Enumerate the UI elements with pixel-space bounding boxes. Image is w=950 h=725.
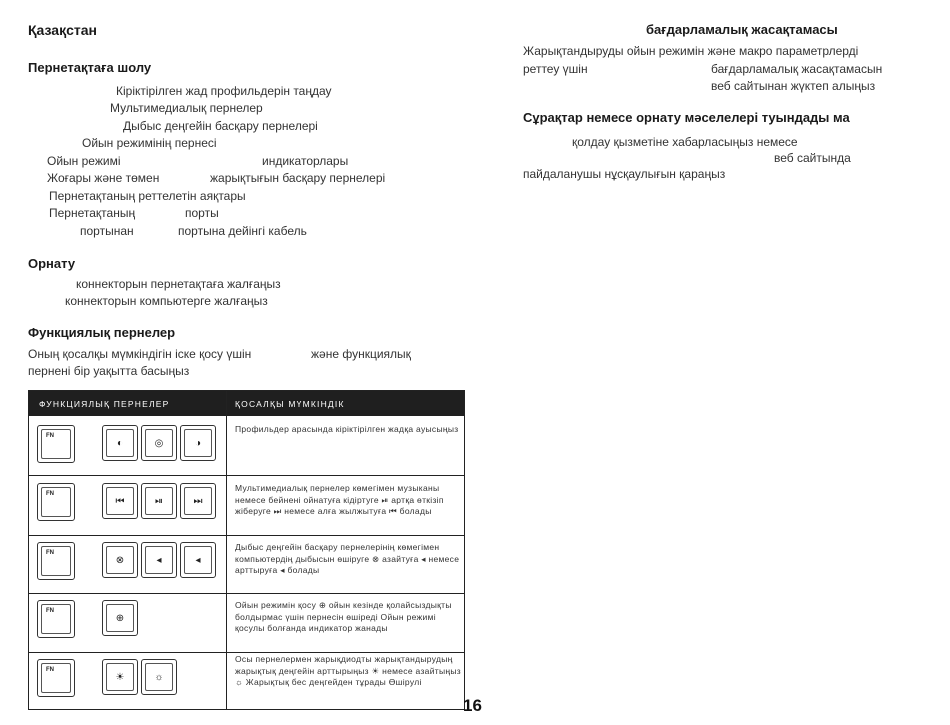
- fn-key: [37, 483, 75, 521]
- overview-item-7: Пернетақтаның реттелетін аяқтары: [49, 189, 246, 203]
- overview-item-4: Ойын режимінің пернесі: [82, 136, 217, 150]
- profile-key-3: [180, 425, 216, 461]
- profile-3-icon: ◑: [194, 438, 202, 449]
- help-line-3: пайдаланушы нұсқаулығын қараңыз: [523, 167, 726, 181]
- fn-title: Функциялық пернелер: [28, 325, 176, 340]
- table-header: [29, 391, 464, 416]
- fn-intro-1b: және функциялық: [311, 347, 411, 361]
- profile-1-icon: ◐: [116, 438, 124, 449]
- previous-track-icon: ⏮: [115, 496, 125, 507]
- brightness-up-key: [102, 659, 138, 695]
- page-number: 16: [463, 696, 482, 715]
- install-step-2: коннекторын компьютерге жалғаңыз: [65, 294, 268, 308]
- fn-key: [37, 542, 75, 580]
- help-line-1: қолдау қызметіне хабарласыңыз немесе: [572, 135, 798, 149]
- row-3-description: Дыбыс деңгейін басқару пернелерінің көмегімен компьютердің дыбысын өшіруге ⊗ азайтуға ◂ немесе арттыруға ◂ болады: [235, 542, 460, 575]
- row-4-description: Ойын режимін қосу ⊕ ойын кезінде қолайсыздықты болдырмас үшін пернесін өшіреді Ойын режимі қосулы болғанда индикатор жанады: [235, 600, 452, 633]
- row-divider: [29, 652, 464, 653]
- game-mode-key: [102, 600, 138, 636]
- fn-key: [37, 425, 75, 463]
- profile-2-icon: ◎: [154, 438, 164, 449]
- overview-item-5a: Ойын режимі: [47, 154, 121, 168]
- overview-item-3: Дыбыс деңгейін басқару пернелері: [123, 119, 318, 133]
- help-line-2: веб сайтында: [774, 151, 851, 165]
- fn-key-label: FN: [46, 433, 54, 439]
- overview-item-6b: жарықтығын басқару пернелері: [210, 171, 386, 185]
- fn-key: [37, 600, 75, 638]
- row-5-description: Осы пернелермен жарықдиодты жарықтандырудың жарықтық деңгейін арттырыңыз ☀ немесе азайтыңыз ☼ Жарықтық бес деңгейден тұрады Өшірулі: [235, 654, 461, 687]
- volume-up-icon: ◂: [195, 555, 201, 566]
- overview-item-2: Мультимедиалық пернелер: [110, 101, 263, 115]
- software-line-3: веб сайтынан жүктеп алыңыз: [711, 79, 876, 93]
- fn-key-label: FN: [46, 491, 54, 497]
- media-next-key: [180, 483, 216, 519]
- install-step-1: коннекторын пернетақтаға жалғаңыз: [76, 277, 281, 291]
- brightness-down-key: [141, 659, 177, 695]
- column-divider: [226, 391, 227, 709]
- row-divider: [29, 475, 464, 476]
- overview-item-8a: Пернетақтаның: [49, 206, 136, 220]
- overview-item-1: Кіріктірілген жад профильдерін таңдау: [116, 84, 332, 98]
- profile-key-1: [102, 425, 138, 461]
- overview-item-9b: портына дейінгі кабель: [178, 224, 307, 238]
- fn-intro-1a: Оның қосалқы мүмкіндігін іске қосу үшін: [28, 347, 252, 361]
- game-mode-icon: ⊕: [115, 613, 125, 624]
- overview-title: Пернетақтаға шолу: [28, 60, 152, 75]
- country-heading: Қазақстан: [28, 22, 97, 38]
- fn-key-label: FN: [46, 550, 54, 556]
- profile-key-2: [141, 425, 177, 461]
- overview-item-8b: порты: [185, 206, 219, 220]
- volume-up-key: [180, 542, 216, 578]
- fn-key-label: FN: [46, 667, 54, 673]
- brightness-up-icon: ☀: [115, 672, 125, 683]
- volume-down-icon: ◂: [156, 555, 162, 566]
- software-line-2b: бағдарламалық жасақтамасын: [711, 62, 883, 76]
- overview-item-6a: Жоғары және төмен: [47, 171, 160, 185]
- function-keys-table: [28, 390, 465, 710]
- install-title: Орнату: [28, 256, 76, 271]
- row-2-description: Мультимедиалық пернелер көмегімен музыканы немесе бейнені ойнатуға кідіртуге ⏯ артқа өткізіп жіберуге ⏭ немесе алға жылжытуға ⏮ болады: [235, 483, 444, 516]
- overview-item-9a: портынан: [80, 224, 134, 238]
- row-divider: [29, 535, 464, 536]
- mute-key: [102, 542, 138, 578]
- fn-key-label: FN: [46, 608, 54, 614]
- next-track-icon: ⏭: [193, 496, 203, 507]
- row-divider: [29, 593, 464, 594]
- fn-intro-2: пернені бір уақытта басыңыз: [28, 364, 190, 378]
- media-play-key: [141, 483, 177, 519]
- brightness-down-icon: ☼: [154, 672, 164, 683]
- play-pause-icon: ⏯: [155, 496, 163, 507]
- help-title: Сұрақтар немесе орнату мәселелері туындады ма: [523, 110, 850, 125]
- table-header-col1: ФУНКЦИЯЛЫҚ ПЕРНЕЛЕР: [39, 399, 170, 409]
- software-title: бағдарламалық жасақтамасы: [646, 22, 838, 37]
- row-1-description: Профильдер арасында кіріктірілген жадқа ауысыңыз: [235, 424, 459, 434]
- volume-down-key: [141, 542, 177, 578]
- fn-key: [37, 659, 75, 697]
- software-line-1: Жарықтандыруды ойын режимін және макро параметрлерді: [523, 44, 859, 58]
- mute-icon: ⊗: [115, 555, 125, 566]
- overview-item-5b: индикаторлары: [262, 154, 349, 168]
- media-prev-key: [102, 483, 138, 519]
- table-header-col2: ҚОСАЛҚЫ МҮМКІНДІК: [235, 399, 345, 409]
- software-line-2a: реттеу үшін: [523, 62, 588, 76]
